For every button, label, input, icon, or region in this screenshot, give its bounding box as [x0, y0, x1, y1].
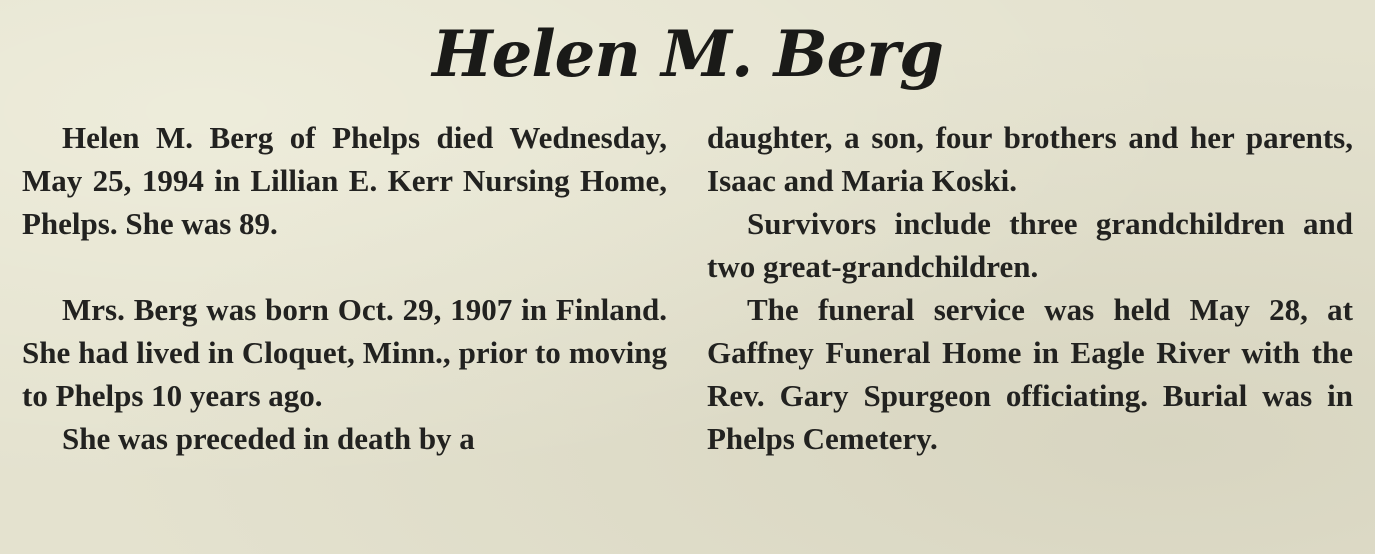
paragraph-biography: Mrs. Berg was born Oct. 29, 1907 in Finland. She had lived in Cloquet, Minn., prior to moving to Phelps 10 years ago.: [22, 292, 667, 413]
paragraph-death-notice: Helen M. Berg of Phelps died Wednesday, May 25, 1994 in Lillian E. Kerr Nursing Home, Phelps. She was 89.: [22, 120, 667, 241]
paragraph-preceded-start: She was preceded in death by a: [62, 421, 475, 456]
obituary-headline: Helen M. Berg: [432, 17, 943, 92]
paragraph-survivors: Survivors include three grandchildren and two great-grandchildren.: [707, 206, 1353, 284]
article-column-left: [22, 116, 667, 460]
paragraph-preceded-continued: daughter, a son, four brothers and her parents, Isaac and Maria Koski.: [707, 120, 1353, 198]
article-column-right: [707, 116, 1353, 460]
paragraph-funeral-service: The funeral service was held May 28, at Gaffney Funeral Home in Eagle River with the Rev. Gary Spurgeon officiating. Burial was in Phelps Cemetery.: [707, 292, 1353, 456]
